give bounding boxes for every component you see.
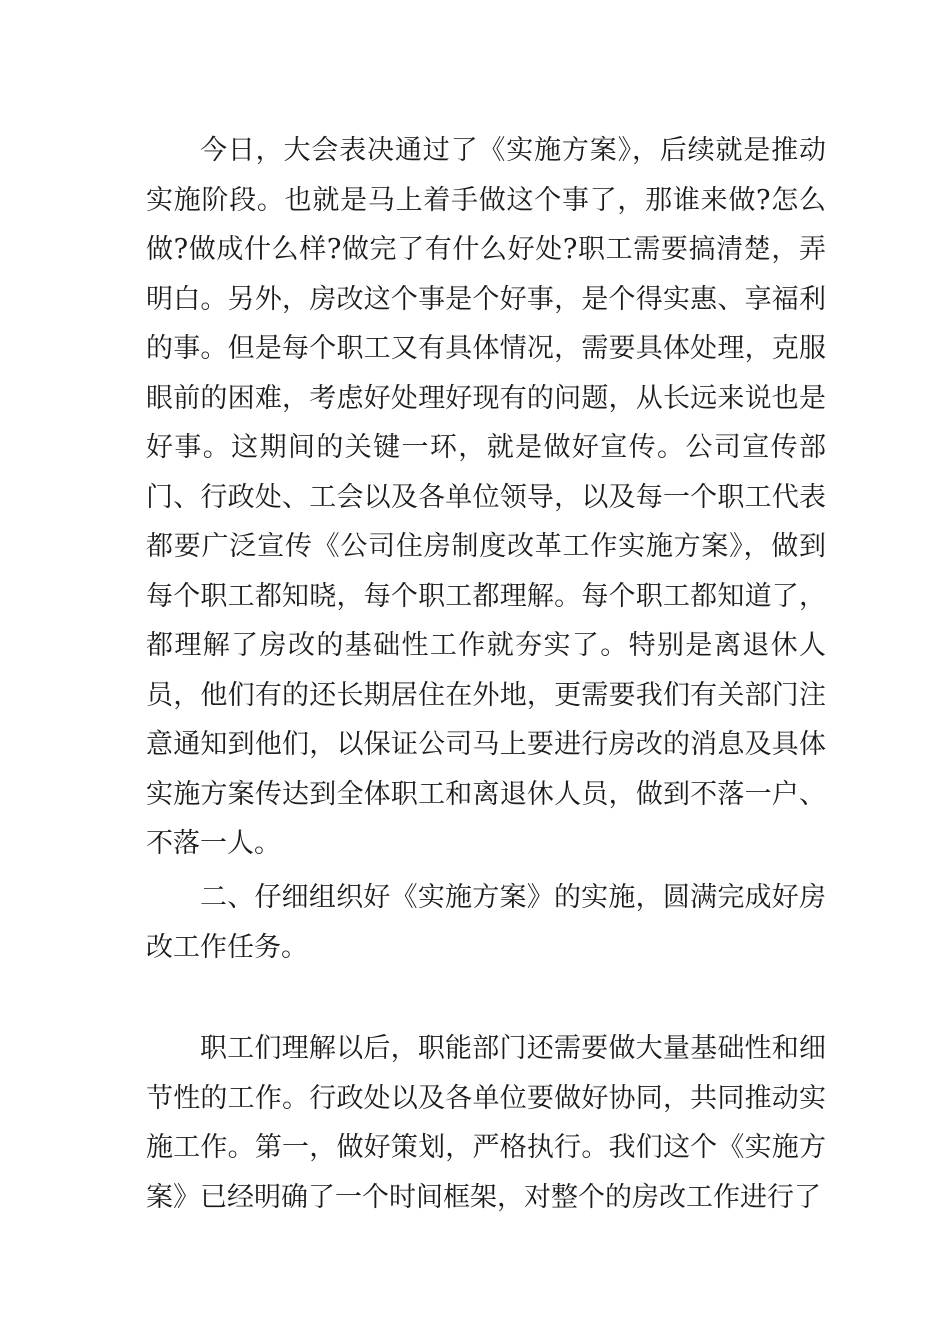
body-paragraph: 今日，大会表决通过了《实施方案》，后续就是推动实施阶段。也就是马上着手做这个事了，那谁来做?怎么做?做成什么样?做完了有什么好处?职工需要搞清楚，弄明白。另外，房改这个事是个好事，是个得实惠、享福利的事。但是每个职工又有具体情况，需要具体处理，克服眼前的困难，考虑好处理好现有的问题，从长远来说也是好事。这期间的关键一环，就是做好宣传。公司宣传部门、行政处、工会以及各单位领导，以及每一个职工代表都要广泛宣传《公司住房制度改革工作实施方案》，做到每个职工都知晓，每个职工都理解。每个职工都知道了，都理解了房改的基础性工作就夯实了。特别是离退休人员，他们有的还长期居住在外地，更需要我们有关部门注意通知到他们，以保证公司马上要进行房改的消息及具体实施方案传达到全体职工和离退休人员，做到不落一户、不落一人。 [146,135,826,859]
body-paragraph: 职工们理解以后，职能部门还需要做大量基础性和细节性的工作。行政处以及各单位要做好协同，共同推动实施工作。第一，做好策划，严格执行。我们这个《实施方案》已经明确了一个时间框架，对整个的房改工作进行了 [146,1033,826,1213]
section-heading: 二、仔细组织好《实施方案》的实施，圆满完成好房改工作任务。 [146,882,826,963]
